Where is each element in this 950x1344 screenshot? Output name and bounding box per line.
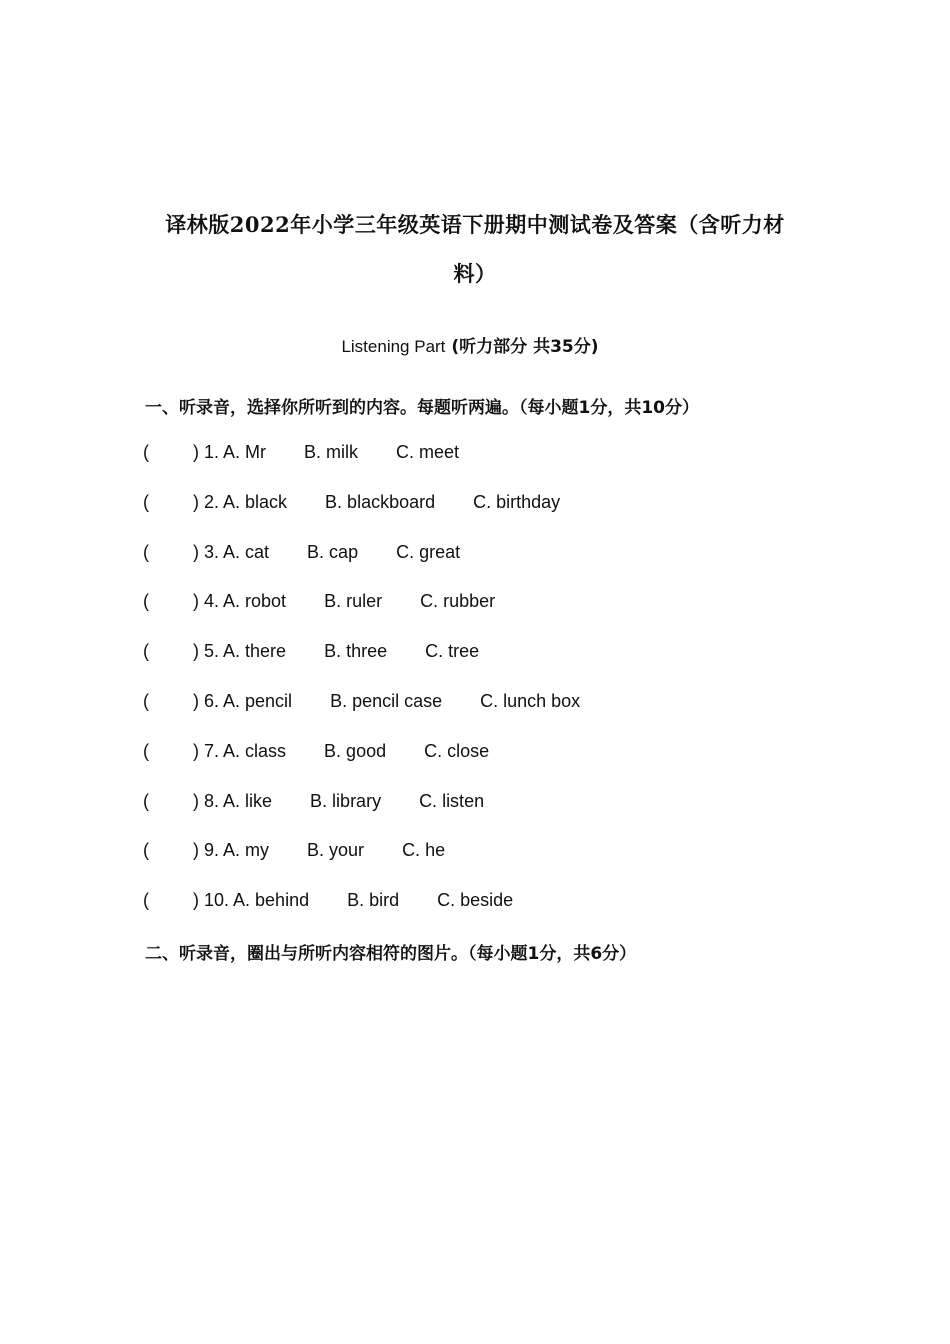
option-b: B. your — [307, 840, 365, 861]
option-spacer — [386, 741, 424, 762]
option-b: B. blackboard — [325, 491, 436, 512]
part-heading-cn: (听力部分 共35分) — [451, 337, 599, 357]
question-number: ) 1. — [193, 442, 220, 462]
option-a: A. Mr — [223, 442, 267, 462]
answer-blank-open-paren[interactable]: ( — [143, 840, 149, 861]
option-spacer — [364, 840, 402, 861]
option-spacer — [382, 591, 420, 612]
question-row — [143, 641, 479, 662]
option-spacer — [272, 791, 310, 812]
option-spacer — [309, 890, 347, 911]
option-spacer — [287, 492, 325, 513]
question-number: ) 7. — [193, 740, 220, 761]
option-spacer — [358, 542, 396, 563]
part-heading — [0, 332, 940, 357]
option-a: A. pencil — [223, 691, 293, 711]
answer-blank-open-paren[interactable]: ( — [143, 641, 149, 662]
option-b: B. pencil case — [330, 691, 443, 711]
option-b: B. milk — [304, 442, 359, 462]
option-spacer — [399, 890, 437, 911]
option-c: C. great — [396, 541, 461, 562]
option-a: A. my — [223, 840, 270, 861]
option-spacer — [266, 442, 304, 463]
answer-blank-open-paren[interactable]: ( — [143, 691, 149, 711]
question-number: ) 6. — [193, 691, 220, 711]
answer-blank-open-paren[interactable]: ( — [143, 491, 149, 512]
option-c: C. tree — [425, 641, 480, 662]
answer-blank-open-paren[interactable]: ( — [143, 591, 149, 612]
question-row — [143, 542, 460, 563]
question-number: ) 5. — [193, 641, 220, 662]
option-b: B. three — [324, 641, 388, 662]
option-c: C. meet — [396, 442, 460, 462]
document-title-line-1: 译林版2022年小学三年级英语下册期中测试卷及答案（含听力材 — [165, 212, 785, 237]
question-number: ) 8. — [193, 790, 220, 811]
answer-blank-open-paren[interactable]: ( — [143, 890, 149, 911]
question-row — [143, 591, 495, 612]
option-spacer — [435, 492, 473, 513]
question-row — [143, 741, 489, 762]
option-b: B. library — [310, 790, 382, 811]
question-row — [143, 442, 459, 463]
answer-blank-open-paren[interactable]: ( — [143, 541, 149, 562]
option-spacer — [286, 641, 324, 662]
option-a: A. behind — [233, 890, 310, 911]
question-number: ) 10. — [193, 890, 230, 911]
option-c: C. rubber — [420, 591, 496, 612]
section-2-heading: 二、听录音，圈出与所听内容相符的图片。（每小题1分，共6分） — [145, 944, 637, 964]
question-number: ) 3. — [193, 541, 220, 562]
question-row — [143, 890, 513, 911]
option-a: A. class — [223, 740, 287, 761]
option-spacer — [381, 791, 419, 812]
option-b: B. ruler — [324, 591, 383, 612]
document-title-line-2: 料） — [453, 261, 497, 286]
question-number: ) 2. — [193, 491, 220, 512]
answer-blank-open-paren[interactable]: ( — [143, 740, 149, 761]
option-c: C. he — [402, 840, 446, 861]
answer-blank-open-paren[interactable]: ( — [143, 790, 149, 811]
option-b: B. cap — [307, 541, 359, 562]
question-number: ) 4. — [193, 591, 220, 612]
option-spacer — [286, 741, 324, 762]
option-c: C. listen — [419, 790, 485, 811]
option-a: A. there — [223, 641, 287, 662]
section-1-heading: 一、听录音，选择你所听到的内容。每题听两遍。（每小题1分，共10分） — [145, 398, 699, 418]
option-a: A. cat — [223, 541, 270, 562]
option-b: B. bird — [347, 890, 400, 911]
question-row — [143, 840, 445, 861]
option-c: C. birthday — [473, 491, 561, 512]
option-spacer — [269, 840, 307, 861]
option-c: C. close — [424, 740, 490, 761]
option-c: C. beside — [437, 890, 514, 911]
option-spacer — [292, 691, 330, 712]
question-row — [143, 791, 484, 812]
option-b: B. good — [324, 740, 387, 761]
option-a: A. like — [223, 790, 273, 811]
option-spacer — [269, 542, 307, 563]
option-spacer — [442, 691, 480, 712]
part-heading-en: Listening Part — [341, 337, 446, 356]
option-a: A. robot — [223, 591, 287, 612]
option-a: A. black — [223, 491, 288, 512]
option-spacer — [387, 641, 425, 662]
question-number: ) 9. — [193, 840, 220, 861]
answer-blank-open-paren[interactable]: ( — [143, 442, 149, 462]
option-spacer — [286, 591, 324, 612]
question-row — [143, 492, 560, 513]
question-row — [143, 691, 580, 712]
option-c: C. lunch box — [480, 691, 581, 711]
option-spacer — [358, 442, 396, 463]
